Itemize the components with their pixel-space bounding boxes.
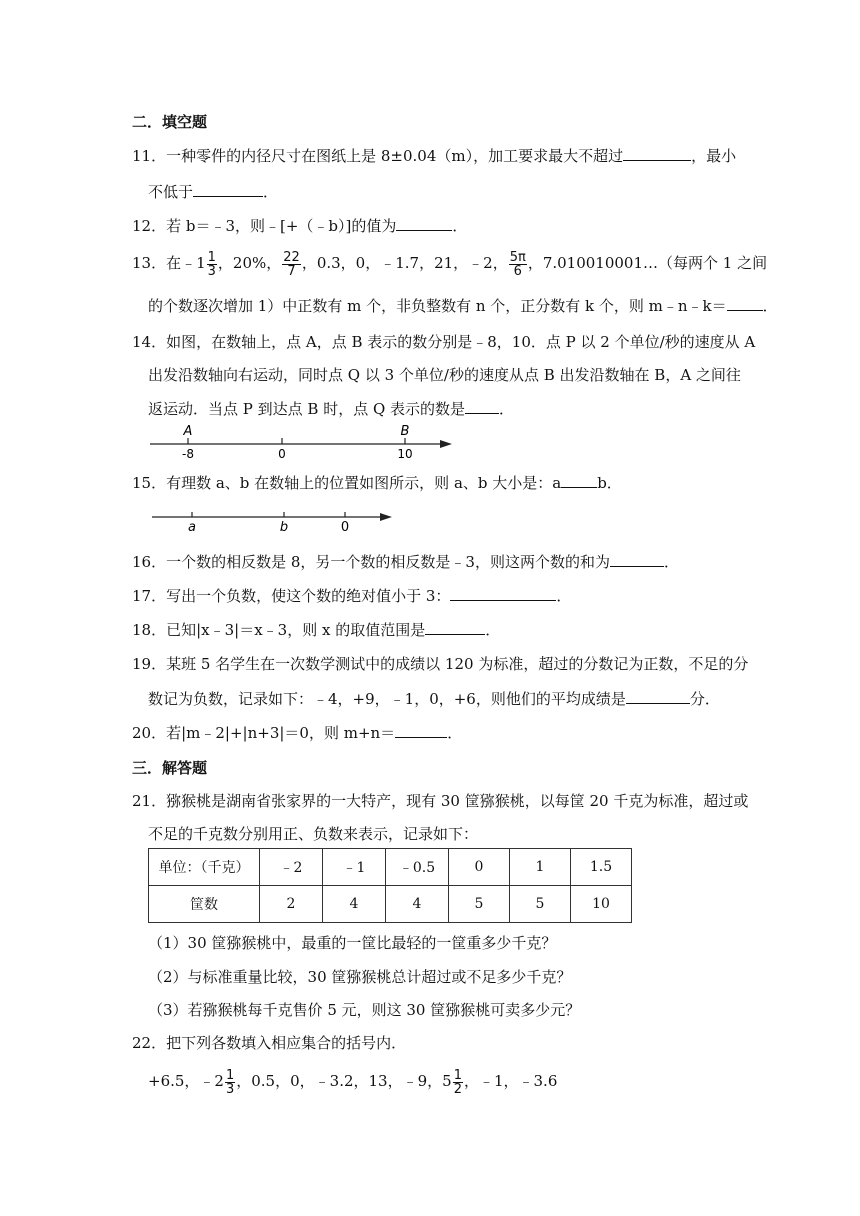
- q13-text-d: ，7.010010001…（每两个 1 之间: [527, 254, 768, 272]
- fraction-numerator: 1: [207, 249, 216, 265]
- answer-blank[interactable]: [395, 723, 447, 738]
- fraction-one-third: [207, 251, 217, 278]
- label-b: b: [279, 520, 289, 535]
- question-21-line-2: 不足的千克数分别用正、负数来表示，记录如下：: [148, 825, 479, 843]
- number-line-figure-15: [148, 506, 398, 536]
- q20-text: 20．若|m﹣2|+|n+3|＝0，则 m+n＝: [132, 724, 396, 742]
- q16-text: 16．一个数的相反数是 8，另一个数的相反数是﹣3，则这两个数的和为: [132, 553, 610, 571]
- q11-text-1b: ，最小: [691, 147, 737, 165]
- q22-text-c: ，﹣1，﹣3.6: [463, 1072, 558, 1090]
- axis-arrow: [440, 440, 452, 448]
- q22-text-b: ，0.5，0，﹣3.2，13，﹣9，5: [236, 1072, 452, 1090]
- question-17: [132, 585, 571, 607]
- table-cell: 1.5: [571, 849, 632, 886]
- fraction-one-half: [453, 1069, 463, 1096]
- question-12: [132, 215, 467, 237]
- number-line-figure-14: [148, 420, 458, 462]
- point-b-label: B: [400, 424, 410, 439]
- q15-text: 15．有理数 a、b 在数轴上的位置如图所示，则 a、b 大小是：a: [132, 474, 562, 492]
- table-cell: ﹣0.5: [386, 849, 449, 886]
- answer-blank[interactable]: [727, 296, 763, 311]
- question-21-line-1: 21．猕猴桃是湖南省张家界的一大特产，现有 30 筐猕猴桃，以每筐 20 千克为标准，超过或: [132, 792, 749, 810]
- question-18: [132, 619, 500, 641]
- fraction-denominator: 2: [453, 1081, 462, 1097]
- fraction-denominator: 3: [207, 263, 216, 279]
- tick-label-zero: 0: [278, 447, 286, 461]
- fraction-numerator: 5π: [509, 249, 526, 265]
- question-19-line-1: 19．某班 5 名学生在一次数学测试中的成绩以 120 为标准，超过的分数记为正数，不足的分: [132, 655, 749, 673]
- table-header-cell: 单位：（千克）: [149, 849, 260, 886]
- q20-text-end: ．: [447, 724, 463, 742]
- q17-text-end: ．: [556, 587, 572, 605]
- answer-blank[interactable]: [610, 552, 664, 567]
- answer-blank[interactable]: [450, 586, 556, 601]
- question-19-line-2: [148, 688, 720, 710]
- answer-blank[interactable]: [561, 473, 597, 488]
- q11-text-2: 不低于: [148, 183, 194, 201]
- question-22-line-1: 22．把下列各数填入相应集合的括号内．: [132, 1034, 407, 1052]
- fraction-denominator: 3: [225, 1081, 235, 1097]
- label-a: a: [188, 520, 196, 535]
- fraction-denominator: 6: [513, 263, 522, 279]
- q14-text-3b: ．: [499, 400, 515, 418]
- q13-text-c: ，0.3，0，﹣1.7，21，﹣2，: [301, 254, 508, 272]
- fraction-numerator: 1: [225, 1067, 235, 1083]
- answer-blank[interactable]: [626, 689, 690, 704]
- q17-text: 17．写出一个负数，使这个数的绝对值小于 3：: [132, 587, 451, 605]
- answer-blank[interactable]: [193, 182, 263, 197]
- q13-text-b: ，20%，: [217, 254, 282, 272]
- fraction-denominator: 7: [287, 263, 296, 279]
- table-cell: 4: [386, 886, 449, 923]
- answer-blank[interactable]: [623, 146, 691, 161]
- q12-text-end: ．: [452, 217, 468, 235]
- question-21-sub-2: （2）与标准重量比较，30 筐猕猴桃总计超过或不足多少千克？: [148, 968, 572, 986]
- question-13-line-2: [148, 295, 778, 317]
- question-14-line-1: 14．如图，在数轴上，点 A，点 B 表示的数分别是﹣8，10．点 P 以 2 个单位/秒的速度从 A: [132, 333, 756, 351]
- answer-blank[interactable]: [396, 216, 452, 231]
- question-21-sub-1: （1）30 筐猕猴桃中，最重的一筐比最轻的一筐重多少千克？: [148, 934, 557, 952]
- table-cell: 2: [260, 886, 323, 923]
- table-cell: 1: [510, 849, 571, 886]
- q18-text-end: ．: [485, 621, 501, 639]
- table-cell: ﹣1: [323, 849, 386, 886]
- question-11-line-2: [148, 181, 278, 203]
- question-14-line-3: [148, 398, 514, 420]
- answer-blank[interactable]: [465, 399, 499, 414]
- q13-text-2b: ．: [762, 297, 778, 315]
- table-cell: 4: [323, 886, 386, 923]
- q11-text-1: 11．一种零件的内径尺寸在图纸上是 8±0.04（m），加工要求最大不超过: [132, 147, 624, 165]
- question-11-line-1: [132, 145, 736, 167]
- q12-text: 12．若 b＝﹣3，则﹣[+（﹣b）]的值为: [132, 217, 397, 235]
- q16-text-end: ．: [663, 553, 679, 571]
- table-cell: ﹣2: [260, 849, 323, 886]
- point-a-label: A: [183, 424, 193, 439]
- table-cell: 0: [449, 849, 510, 886]
- label-zero: 0: [340, 520, 350, 535]
- table-cell: 5: [510, 886, 571, 923]
- q13-text-2: 的个数逐次增加 1）中正数有 m 个，非负整数有 n 个，正分数有 k 个，则 m﹣n﹣k＝: [148, 297, 727, 315]
- table-row: [149, 886, 632, 923]
- fraction-one-third: [225, 1069, 235, 1096]
- axis-arrow: [380, 513, 392, 521]
- fraction-22-7: [282, 251, 301, 278]
- fraction-5pi-6: [509, 251, 527, 278]
- q11-text-2b: ．: [263, 183, 279, 201]
- question-14-line-2: 出发沿数轴向右运动，同时点 Q 以 3 个单位/秒的速度从点 B 出发沿数轴在 B，A 之间往: [148, 366, 741, 384]
- section-2-heading: 二．填空题: [132, 113, 208, 131]
- tick-label-b: 10: [397, 447, 413, 461]
- q22-text-a: +6.5，﹣2: [148, 1072, 224, 1090]
- question-13-line-1: [132, 248, 767, 278]
- q13-text-a: 13．在﹣1: [132, 254, 206, 272]
- q19-text-2: 数记为负数，记录如下：﹣4，+9，﹣1，0，+6，则他们的平均成绩是: [148, 690, 626, 708]
- question-20: [132, 722, 462, 744]
- table-header-cell: 筐数: [149, 886, 260, 923]
- q15-text-end: b．: [597, 474, 622, 492]
- weight-table: [148, 848, 632, 923]
- table-row: [149, 849, 632, 886]
- question-22-numbers: [148, 1066, 557, 1096]
- q19-text-2b: 分．: [689, 690, 720, 708]
- fraction-numerator: 22: [283, 249, 300, 265]
- table-cell: 10: [571, 886, 632, 923]
- q14-text-3: 返运动．当点 P 到达点 B 时，点 Q 表示的数是: [148, 400, 466, 418]
- q18-text: 18．已知|x﹣3|＝x﹣3，则 x 的取值范围是: [132, 621, 426, 639]
- section-3-heading: 三．解答题: [132, 759, 208, 777]
- fraction-numerator: 1: [453, 1067, 462, 1083]
- table-cell: 5: [449, 886, 510, 923]
- tick-label-a: -8: [182, 447, 194, 461]
- question-15: [132, 472, 622, 494]
- question-16: [132, 551, 679, 573]
- question-21-sub-3: （3）若猕猴桃每千克售价 5 元，则这 30 筐猕猴桃可卖多少元？: [148, 1001, 581, 1019]
- answer-blank[interactable]: [425, 620, 485, 635]
